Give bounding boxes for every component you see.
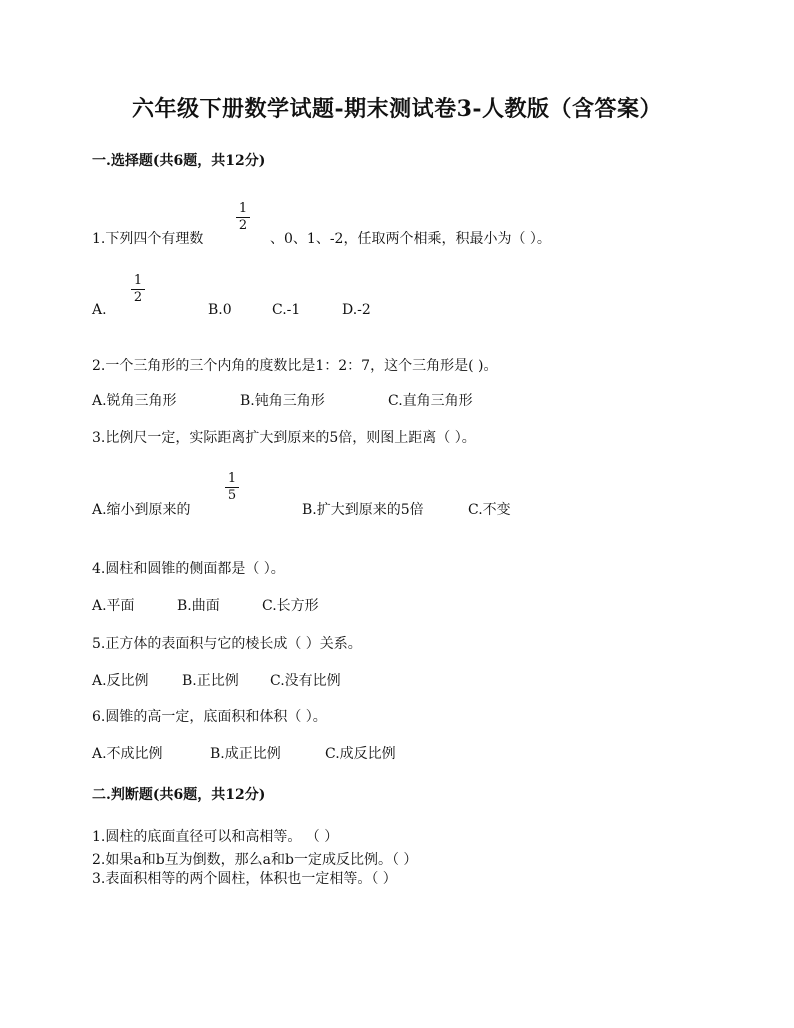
question-6-option-a: A.不成比例	[92, 746, 163, 762]
question-4-stem: 4.圆柱和圆锥的侧面都是（ ）。	[92, 561, 285, 577]
fraction-denominator: 2	[238, 218, 248, 233]
question-1-stem-prefix: 1.下列四个有理数	[92, 231, 204, 247]
section-heading-judgement: 二.判断题(共6题，共12分)	[92, 787, 266, 803]
judgement-2-stem: 2.如果a和b互为倒数，那么a和b一定成反比例。（ ）	[92, 852, 418, 868]
question-1-option-d: D.-2	[342, 302, 371, 318]
question-2-stem: 2.一个三角形的三个内角的度数比是1：2：7，这个三角形是( )。	[92, 358, 498, 374]
question-6-option-b: B.成正比例	[210, 746, 281, 762]
question-4-option-c: C.长方形	[262, 598, 319, 614]
fraction-numerator: 1	[227, 471, 237, 486]
question-3-option-a: A.缩小到原来的	[92, 502, 191, 518]
question-1-option-c: C.-1	[272, 302, 301, 318]
question-1-stem-suffix: 、0、1、-2，任取两个相乘，积最小为（ ）。	[270, 231, 551, 247]
question-5-stem: 5.正方体的表面积与它的棱长成（ ）关系。	[92, 636, 362, 652]
question-6-option-c: C.成反比例	[325, 746, 396, 762]
question-2-option-c: C.直角三角形	[388, 393, 473, 409]
fraction-denominator: 2	[133, 290, 143, 305]
question-1-fraction	[235, 202, 251, 233]
question-5-option-c: C.没有比例	[270, 673, 341, 689]
page-title: 六年级下册数学试题-期末测试卷3-人教版（含答案）	[131, 96, 663, 122]
question-3-option-a-fraction	[224, 472, 240, 503]
fraction-numerator: 1	[133, 273, 143, 288]
fraction-denominator: 5	[227, 488, 237, 503]
question-1-option-b: B.0	[208, 302, 232, 318]
fraction-numerator: 1	[238, 201, 248, 216]
section-heading-choice: 一.选择题(共6题，共12分)	[92, 153, 266, 169]
question-4-option-b: B.曲面	[177, 598, 220, 614]
question-3-option-b: B.扩大到原来的5倍	[302, 502, 424, 518]
question-4-option-a: A.平面	[92, 598, 135, 614]
question-1-option-a: A.	[92, 302, 107, 318]
question-1-option-a-fraction	[130, 274, 146, 305]
question-5-option-b: B.正比例	[182, 673, 239, 689]
question-3-stem: 3.比例尺一定，实际距离扩大到原来的5倍，则图上距离（ ）。	[92, 430, 476, 446]
question-2-option-a: A.锐角三角形	[92, 393, 177, 409]
question-3-option-c: C.不变	[468, 502, 511, 518]
judgement-1-stem: 1.圆柱的底面直径可以和高相等。 （ ）	[92, 829, 339, 845]
question-2-option-b: B.钝角三角形	[240, 393, 325, 409]
question-6-stem: 6.圆锥的高一定，底面积和体积（ ）。	[92, 709, 327, 725]
question-5-option-a: A.反比例	[92, 673, 149, 689]
judgement-3-stem: 3.表面积相等的两个圆柱，体积也一定相等。（ ）	[92, 871, 397, 887]
